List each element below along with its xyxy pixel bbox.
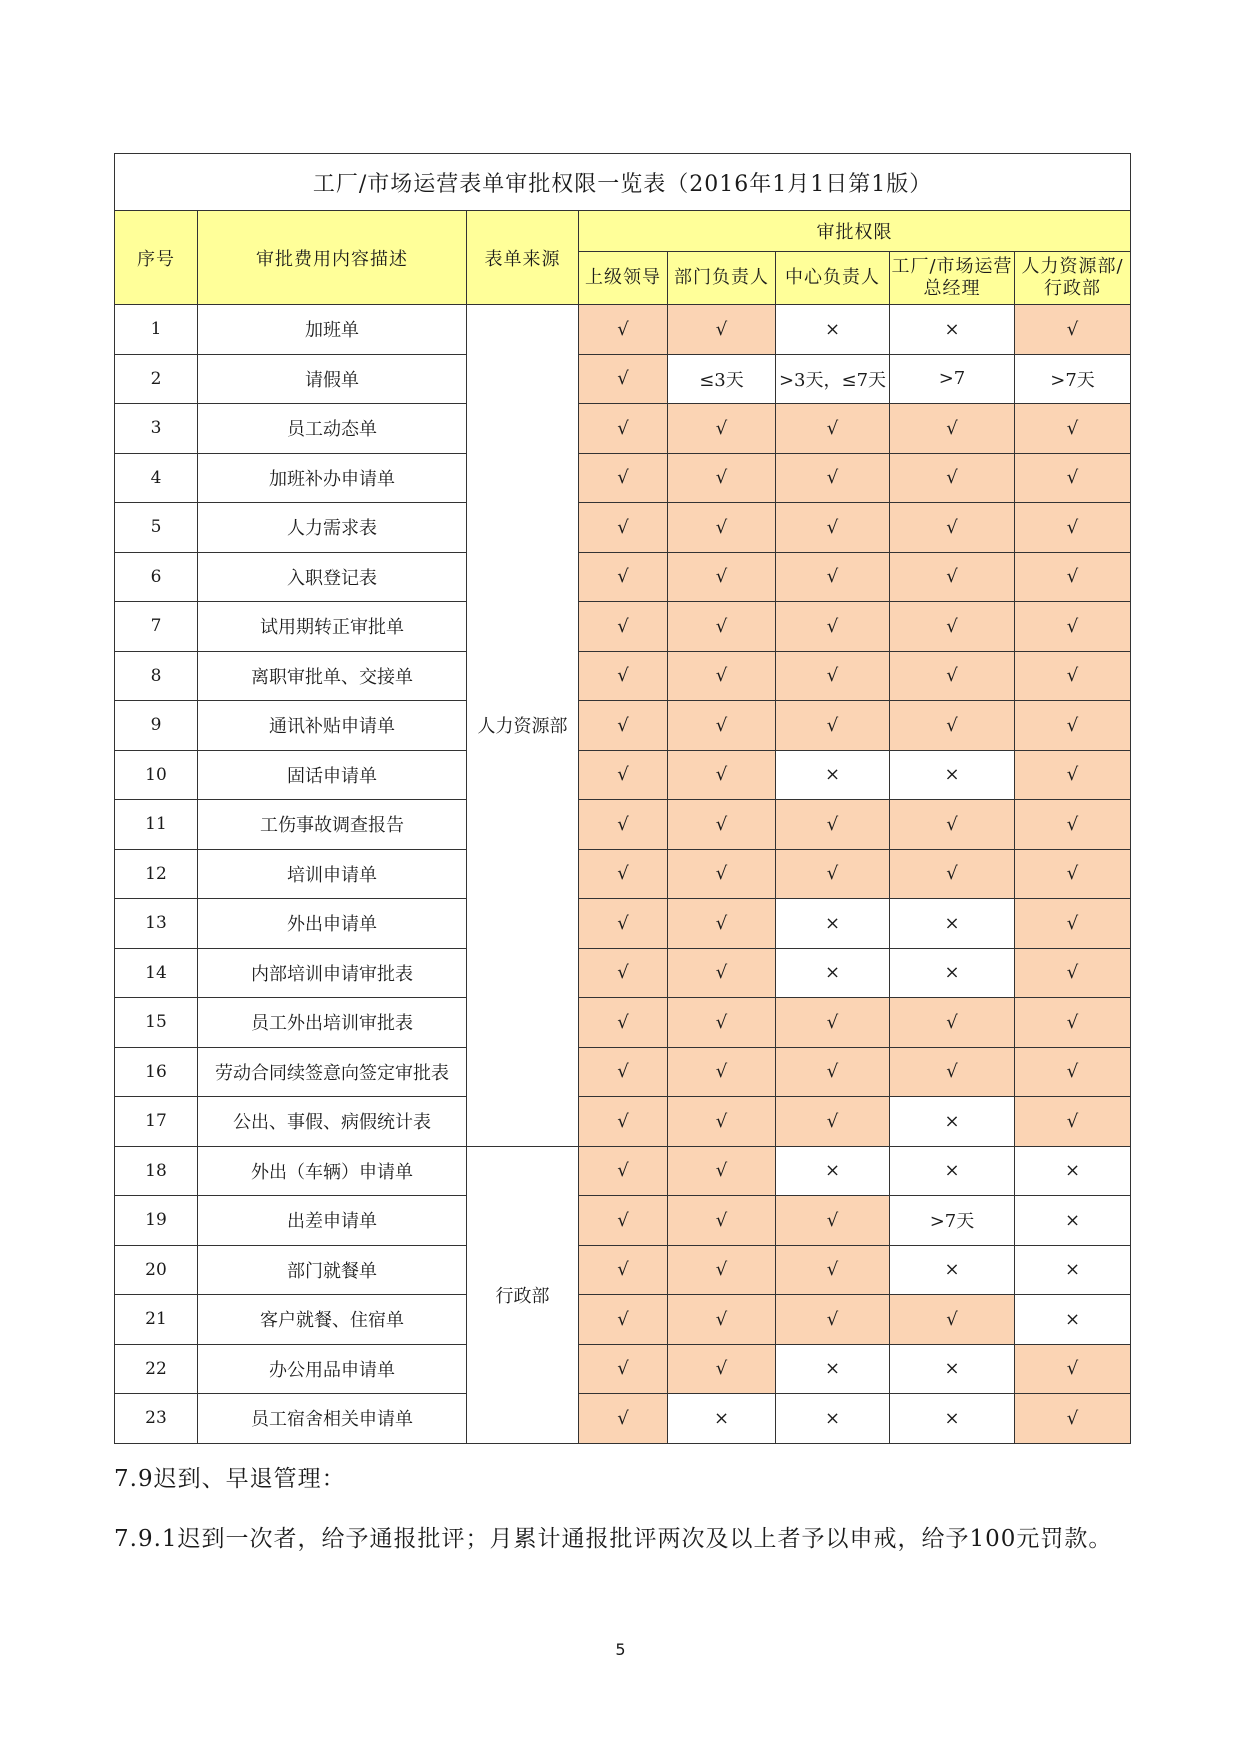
approval-cell-supervisor: √ bbox=[579, 1196, 668, 1246]
approval-cell-supervisor: √ bbox=[579, 701, 668, 751]
approval-cell-general-manager: × bbox=[890, 1394, 1015, 1444]
table-row bbox=[115, 1196, 1131, 1246]
row-description: 入职登记表 bbox=[198, 552, 467, 602]
table-row bbox=[115, 849, 1131, 899]
approval-cell-center-head: √ bbox=[776, 1295, 890, 1345]
approval-cell-hr-admin: × bbox=[1015, 1295, 1131, 1345]
approval-cell-hr-admin: √ bbox=[1015, 453, 1131, 503]
approval-cell-supervisor: √ bbox=[579, 1146, 668, 1196]
row-description: 员工外出培训审批表 bbox=[198, 998, 467, 1048]
row-description: 工伤事故调查报告 bbox=[198, 800, 467, 850]
approval-cell-general-manager: √ bbox=[890, 1047, 1015, 1097]
approval-cell-general-manager: √ bbox=[890, 849, 1015, 899]
table-row bbox=[115, 1245, 1131, 1295]
row-seq: 16 bbox=[115, 1047, 198, 1097]
table-row bbox=[115, 948, 1131, 998]
approval-cell-hr-admin: √ bbox=[1015, 800, 1131, 850]
row-description: 加班补办申请单 bbox=[198, 453, 467, 503]
approval-cell-dept-head: √ bbox=[668, 701, 776, 751]
approval-cell-dept-head: √ bbox=[668, 503, 776, 553]
approval-cell-general-manager: >7 bbox=[890, 354, 1015, 404]
row-seq: 13 bbox=[115, 899, 198, 949]
section-heading: 7.9迟到、早退管理： bbox=[114, 1466, 346, 1492]
approval-cell-center-head: × bbox=[776, 899, 890, 949]
row-description: 公出、事假、病假统计表 bbox=[198, 1097, 467, 1147]
approval-cell-dept-head: √ bbox=[668, 1245, 776, 1295]
approval-cell-center-head: √ bbox=[776, 998, 890, 1048]
row-seq: 23 bbox=[115, 1394, 198, 1444]
row-description: 培训申请单 bbox=[198, 849, 467, 899]
header-source: 表单来源 bbox=[467, 211, 579, 305]
approval-cell-general-manager: √ bbox=[890, 998, 1015, 1048]
approval-cell-dept-head: √ bbox=[668, 1146, 776, 1196]
approval-cell-hr-admin: √ bbox=[1015, 552, 1131, 602]
approval-cell-supervisor: √ bbox=[579, 552, 668, 602]
approval-cell-dept-head: √ bbox=[668, 305, 776, 355]
approval-cell-supervisor: √ bbox=[579, 1295, 668, 1345]
approval-cell-general-manager: √ bbox=[890, 404, 1015, 454]
approval-cell-hr-admin: √ bbox=[1015, 1097, 1131, 1147]
approval-cell-center-head: √ bbox=[776, 1047, 890, 1097]
approval-cell-supervisor: √ bbox=[579, 602, 668, 652]
row-description: 请假单 bbox=[198, 354, 467, 404]
approval-cell-general-manager: >7天 bbox=[890, 1196, 1015, 1246]
section-paragraph: 7.9.1迟到一次者，给予通报批评；月累计通报批评两次及以上者予以申戒，给予100元罚款。 bbox=[114, 1526, 1113, 1552]
approval-cell-general-manager: √ bbox=[890, 651, 1015, 701]
approval-cell-supervisor: √ bbox=[579, 1047, 668, 1097]
row-description: 部门就餐单 bbox=[198, 1245, 467, 1295]
row-description: 加班单 bbox=[198, 305, 467, 355]
approval-cell-general-manager: × bbox=[890, 1146, 1015, 1196]
row-seq: 21 bbox=[115, 1295, 198, 1345]
approval-cell-center-head: √ bbox=[776, 453, 890, 503]
approval-cell-center-head: √ bbox=[776, 651, 890, 701]
approval-cell-hr-admin: √ bbox=[1015, 899, 1131, 949]
approval-cell-general-manager: √ bbox=[890, 552, 1015, 602]
approval-cell-supervisor: √ bbox=[579, 354, 668, 404]
table-row bbox=[115, 602, 1131, 652]
approval-cell-supervisor: √ bbox=[579, 948, 668, 998]
page-number: 5 bbox=[615, 1640, 626, 1659]
row-seq: 5 bbox=[115, 503, 198, 553]
approval-cell-general-manager: √ bbox=[890, 602, 1015, 652]
header-level-supervisor: 上级领导 bbox=[579, 252, 668, 305]
approval-cell-dept-head: √ bbox=[668, 750, 776, 800]
approval-cell-dept-head: √ bbox=[668, 1295, 776, 1345]
row-seq: 7 bbox=[115, 602, 198, 652]
approval-cell-center-head: × bbox=[776, 1146, 890, 1196]
table-row bbox=[115, 1344, 1131, 1394]
row-description: 通讯补贴申请单 bbox=[198, 701, 467, 751]
approval-cell-hr-admin: √ bbox=[1015, 404, 1131, 454]
table-row bbox=[115, 1394, 1131, 1444]
approval-table bbox=[114, 153, 1131, 1444]
approval-cell-center-head: × bbox=[776, 1394, 890, 1444]
approval-cell-dept-head: √ bbox=[668, 1097, 776, 1147]
approval-cell-center-head: √ bbox=[776, 602, 890, 652]
table-row bbox=[115, 354, 1131, 404]
approval-cell-general-manager: √ bbox=[890, 1295, 1015, 1345]
approval-cell-supervisor: √ bbox=[579, 800, 668, 850]
approval-cell-center-head: √ bbox=[776, 503, 890, 553]
approval-cell-hr-admin: √ bbox=[1015, 849, 1131, 899]
row-seq: 14 bbox=[115, 948, 198, 998]
row-seq: 1 bbox=[115, 305, 198, 355]
row-source: 行政部 bbox=[467, 1146, 579, 1443]
header-level-dept-head: 部门负责人 bbox=[668, 252, 776, 305]
approval-cell-supervisor: √ bbox=[579, 305, 668, 355]
row-description: 外出申请单 bbox=[198, 899, 467, 949]
approval-cell-supervisor: √ bbox=[579, 651, 668, 701]
row-description: 固话申请单 bbox=[198, 750, 467, 800]
approval-cell-center-head: >3天，≤7天 bbox=[776, 354, 890, 404]
row-description: 试用期转正审批单 bbox=[198, 602, 467, 652]
row-seq: 15 bbox=[115, 998, 198, 1048]
row-description: 出差申请单 bbox=[198, 1196, 467, 1246]
approval-cell-dept-head: √ bbox=[668, 800, 776, 850]
table-row bbox=[115, 552, 1131, 602]
row-source: 人力资源部 bbox=[467, 305, 579, 1147]
approval-cell-dept-head: √ bbox=[668, 998, 776, 1048]
approval-cell-general-manager: × bbox=[890, 750, 1015, 800]
approval-cell-hr-admin: × bbox=[1015, 1196, 1131, 1246]
approval-cell-center-head: × bbox=[776, 750, 890, 800]
row-seq: 19 bbox=[115, 1196, 198, 1246]
approval-cell-center-head: √ bbox=[776, 1245, 890, 1295]
approval-cell-supervisor: √ bbox=[579, 899, 668, 949]
table-row bbox=[115, 899, 1131, 949]
approval-cell-center-head: √ bbox=[776, 1097, 890, 1147]
approval-cell-hr-admin: √ bbox=[1015, 503, 1131, 553]
approval-cell-center-head: √ bbox=[776, 552, 890, 602]
approval-cell-supervisor: √ bbox=[579, 1344, 668, 1394]
table-row bbox=[115, 701, 1131, 751]
approval-cell-dept-head: √ bbox=[668, 1196, 776, 1246]
header-level-general-manager: 工厂/市场运营总经理 bbox=[890, 252, 1015, 305]
approval-cell-supervisor: √ bbox=[579, 849, 668, 899]
row-seq: 11 bbox=[115, 800, 198, 850]
table-body bbox=[115, 305, 1131, 1444]
approval-cell-dept-head: √ bbox=[668, 404, 776, 454]
approval-cell-general-manager: × bbox=[890, 948, 1015, 998]
approval-cell-dept-head: √ bbox=[668, 651, 776, 701]
table-row bbox=[115, 1146, 1131, 1196]
approval-cell-hr-admin: >7天 bbox=[1015, 354, 1131, 404]
row-seq: 2 bbox=[115, 354, 198, 404]
row-seq: 12 bbox=[115, 849, 198, 899]
table-row bbox=[115, 651, 1131, 701]
approval-cell-dept-head: √ bbox=[668, 453, 776, 503]
table-row bbox=[115, 1097, 1131, 1147]
approval-cell-hr-admin: × bbox=[1015, 1146, 1131, 1196]
approval-cell-general-manager: × bbox=[890, 899, 1015, 949]
approval-cell-hr-admin: √ bbox=[1015, 998, 1131, 1048]
approval-cell-hr-admin: √ bbox=[1015, 651, 1131, 701]
header-description: 审批费用内容描述 bbox=[198, 211, 467, 305]
row-seq: 20 bbox=[115, 1245, 198, 1295]
header-level-hr-admin: 人力资源部/行政部 bbox=[1015, 252, 1131, 305]
approval-cell-hr-admin: √ bbox=[1015, 1344, 1131, 1394]
row-description: 员工动态单 bbox=[198, 404, 467, 454]
approval-cell-hr-admin: √ bbox=[1015, 701, 1131, 751]
approval-cell-dept-head: ≤3天 bbox=[668, 354, 776, 404]
approval-cell-center-head: √ bbox=[776, 404, 890, 454]
approval-cell-center-head: √ bbox=[776, 800, 890, 850]
table-title: 工厂/市场运营表单审批权限一览表（2016年1月1日第1版） bbox=[115, 154, 1131, 211]
approval-cell-general-manager: √ bbox=[890, 503, 1015, 553]
row-seq: 22 bbox=[115, 1344, 198, 1394]
approval-cell-dept-head: √ bbox=[668, 552, 776, 602]
table-row bbox=[115, 404, 1131, 454]
approval-cell-center-head: × bbox=[776, 948, 890, 998]
row-seq: 10 bbox=[115, 750, 198, 800]
row-description: 办公用品申请单 bbox=[198, 1344, 467, 1394]
approval-cell-supervisor: √ bbox=[579, 750, 668, 800]
approval-cell-supervisor: √ bbox=[579, 1245, 668, 1295]
table-row bbox=[115, 800, 1131, 850]
approval-cell-supervisor: √ bbox=[579, 998, 668, 1048]
row-seq: 8 bbox=[115, 651, 198, 701]
approval-cell-hr-admin: √ bbox=[1015, 948, 1131, 998]
approval-cell-dept-head: √ bbox=[668, 948, 776, 998]
approval-cell-hr-admin: × bbox=[1015, 1245, 1131, 1295]
approval-cell-hr-admin: √ bbox=[1015, 305, 1131, 355]
row-seq: 3 bbox=[115, 404, 198, 454]
row-seq: 4 bbox=[115, 453, 198, 503]
approval-cell-center-head: √ bbox=[776, 849, 890, 899]
approval-cell-general-manager: √ bbox=[890, 800, 1015, 850]
row-description: 外出（车辆）申请单 bbox=[198, 1146, 467, 1196]
approval-cell-general-manager: × bbox=[890, 305, 1015, 355]
row-description: 客户就餐、住宿单 bbox=[198, 1295, 467, 1345]
approval-cell-center-head: √ bbox=[776, 1196, 890, 1246]
approval-cell-supervisor: √ bbox=[579, 503, 668, 553]
row-description: 离职审批单、交接单 bbox=[198, 651, 467, 701]
approval-cell-general-manager: × bbox=[890, 1344, 1015, 1394]
row-seq: 6 bbox=[115, 552, 198, 602]
approval-cell-hr-admin: √ bbox=[1015, 750, 1131, 800]
row-description: 员工宿舍相关申请单 bbox=[198, 1394, 467, 1444]
row-description: 内部培训申请审批表 bbox=[198, 948, 467, 998]
approval-cell-dept-head: √ bbox=[668, 602, 776, 652]
table-row bbox=[115, 453, 1131, 503]
approval-cell-hr-admin: √ bbox=[1015, 1047, 1131, 1097]
table-row bbox=[115, 503, 1131, 553]
header-approval-group: 审批权限 bbox=[579, 211, 1131, 252]
table-row bbox=[115, 1047, 1131, 1097]
row-description: 劳动合同续签意向签定审批表 bbox=[198, 1047, 467, 1097]
table-row bbox=[115, 750, 1131, 800]
approval-cell-center-head: × bbox=[776, 1344, 890, 1394]
approval-cell-general-manager: × bbox=[890, 1097, 1015, 1147]
approval-cell-dept-head: √ bbox=[668, 1047, 776, 1097]
approval-cell-dept-head: √ bbox=[668, 849, 776, 899]
approval-cell-supervisor: √ bbox=[579, 1394, 668, 1444]
approval-cell-hr-admin: √ bbox=[1015, 1394, 1131, 1444]
approval-cell-supervisor: √ bbox=[579, 1097, 668, 1147]
header-seq: 序号 bbox=[115, 211, 198, 305]
approval-cell-general-manager: √ bbox=[890, 453, 1015, 503]
row-seq: 9 bbox=[115, 701, 198, 751]
approval-cell-general-manager: × bbox=[890, 1245, 1015, 1295]
row-description: 人力需求表 bbox=[198, 503, 467, 553]
approval-cell-dept-head: × bbox=[668, 1394, 776, 1444]
approval-cell-supervisor: √ bbox=[579, 404, 668, 454]
approval-cell-dept-head: √ bbox=[668, 1344, 776, 1394]
approval-cell-general-manager: √ bbox=[890, 701, 1015, 751]
table-row bbox=[115, 1295, 1131, 1345]
approval-cell-center-head: × bbox=[776, 305, 890, 355]
header-level-center-head: 中心负责人 bbox=[776, 252, 890, 305]
approval-cell-dept-head: √ bbox=[668, 899, 776, 949]
table-row bbox=[115, 998, 1131, 1048]
approval-cell-supervisor: √ bbox=[579, 453, 668, 503]
row-seq: 17 bbox=[115, 1097, 198, 1147]
table-row bbox=[115, 305, 1131, 355]
approval-cell-hr-admin: √ bbox=[1015, 602, 1131, 652]
row-seq: 18 bbox=[115, 1146, 198, 1196]
approval-cell-center-head: √ bbox=[776, 701, 890, 751]
